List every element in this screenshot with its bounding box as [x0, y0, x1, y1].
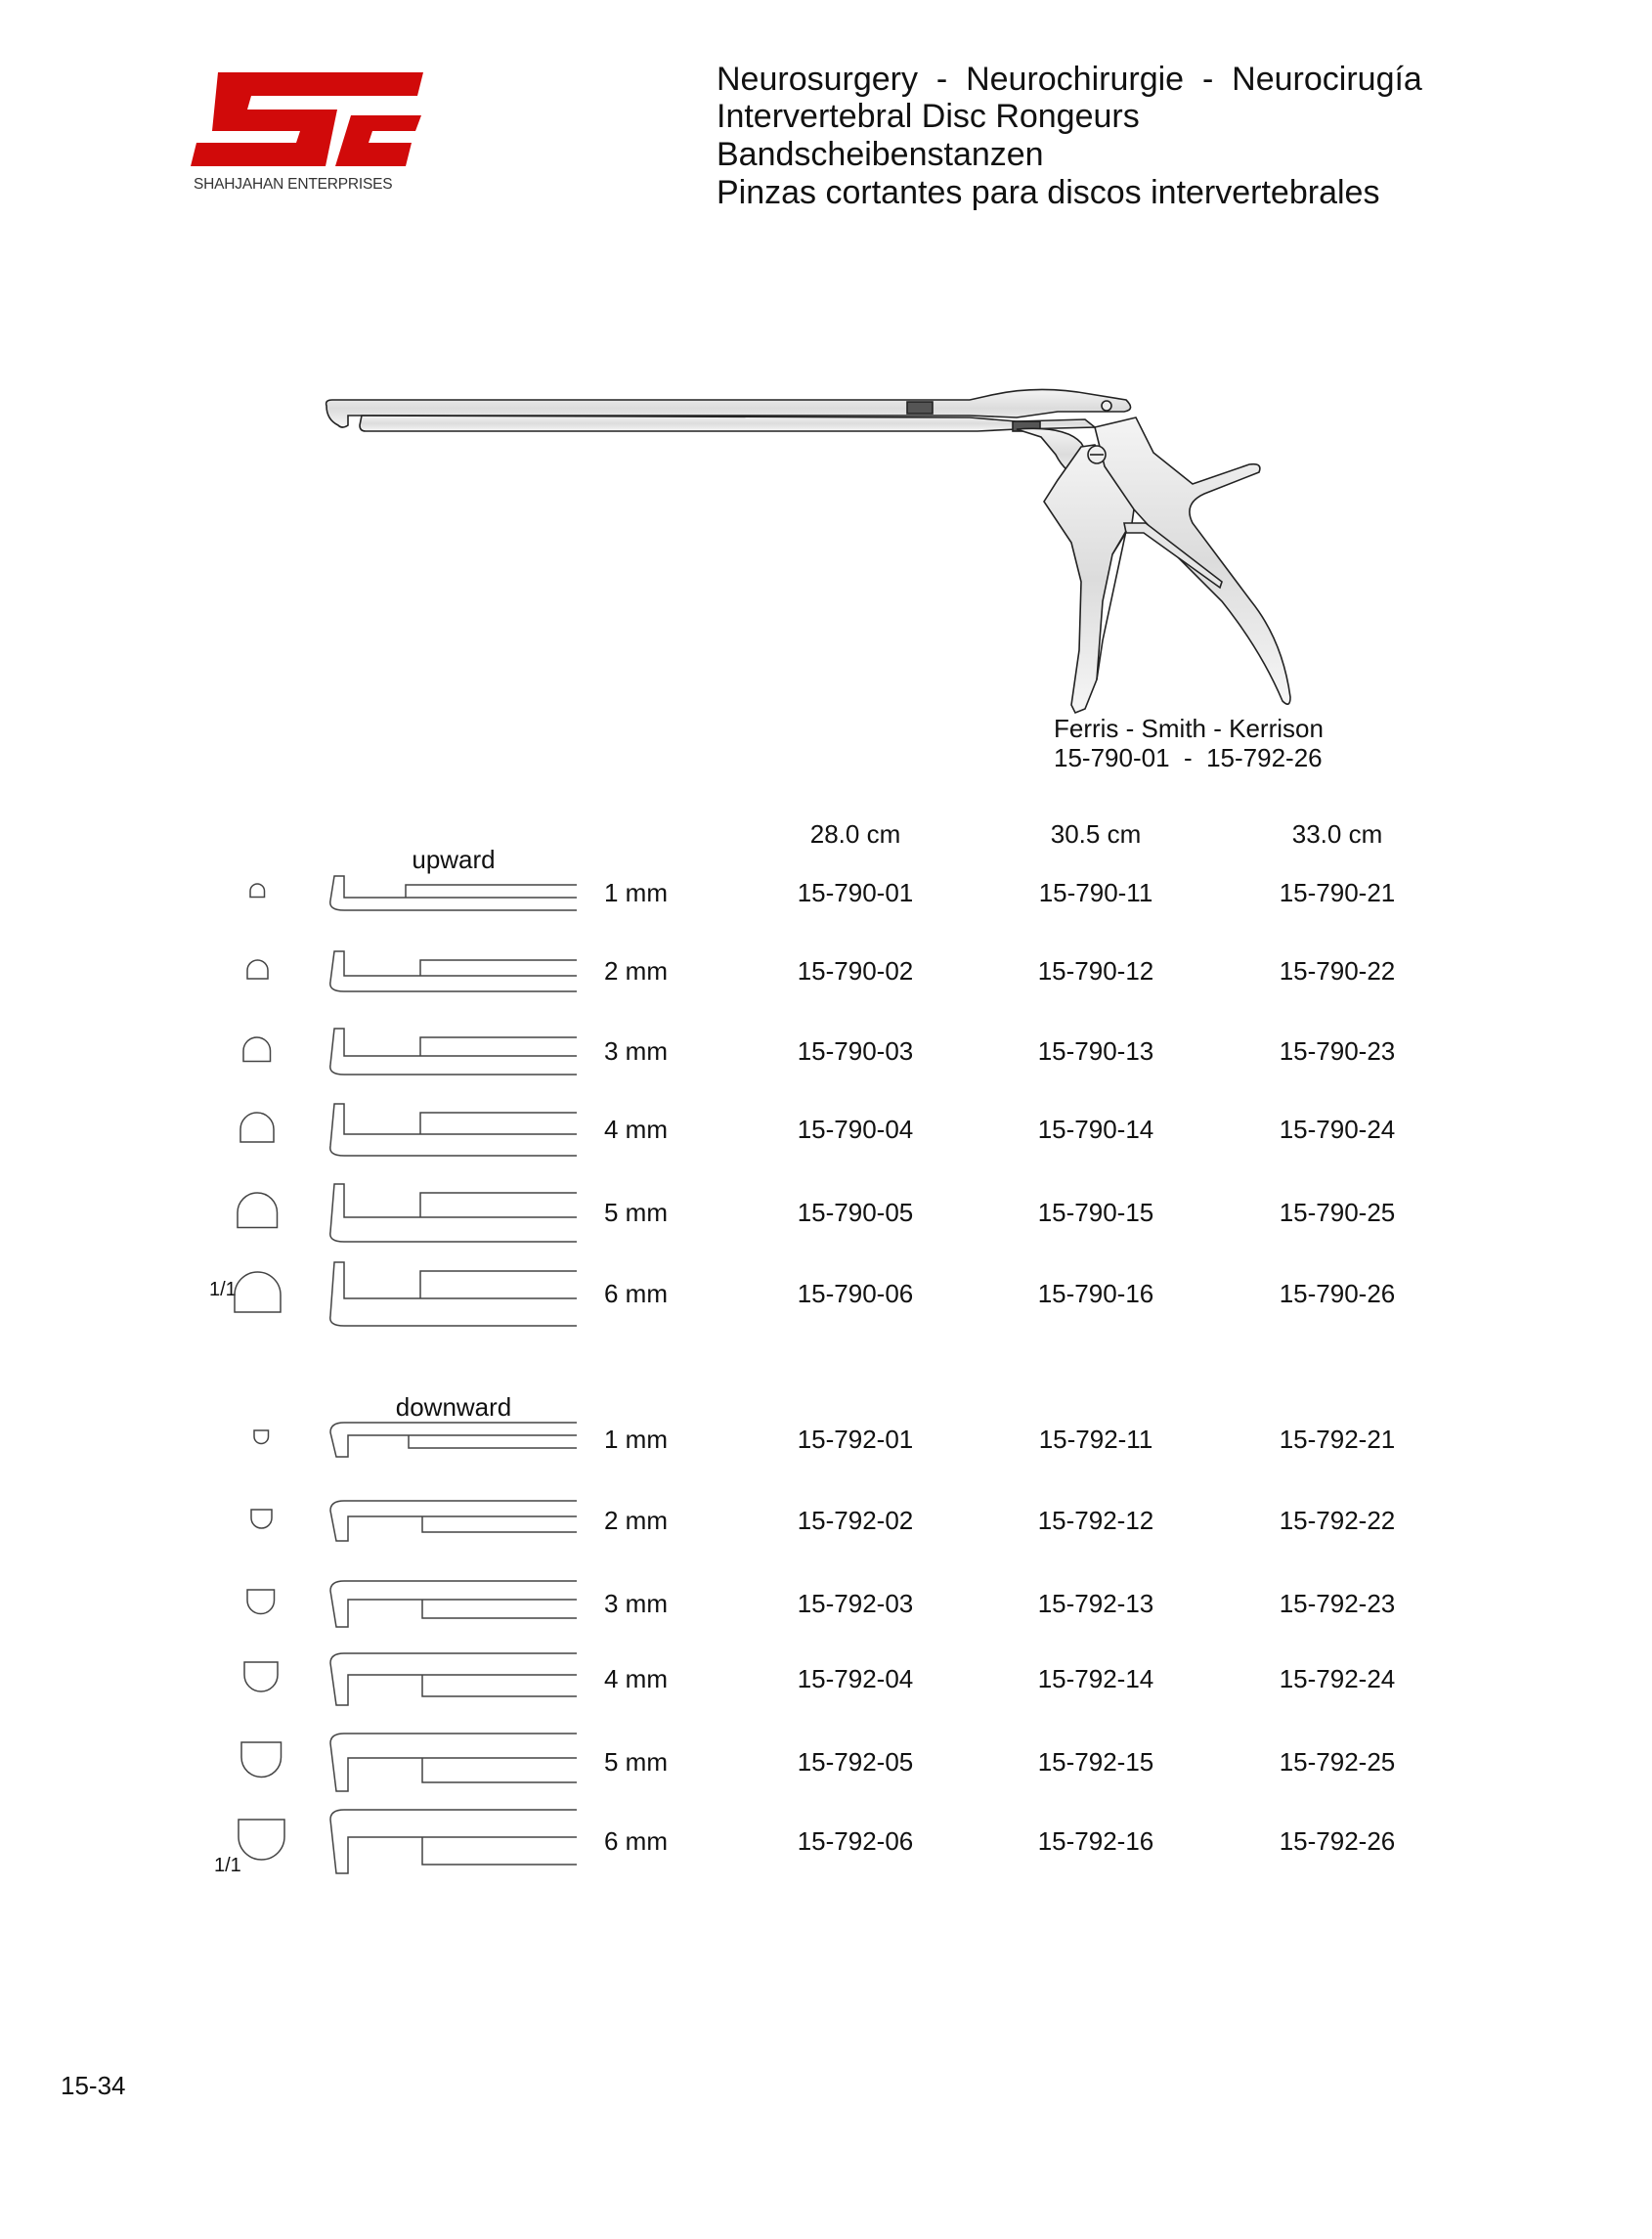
page-number: 15-34: [61, 2071, 126, 2100]
jaw-size-label: 5 mm: [604, 1198, 668, 1227]
article-number: 15-790-12: [1037, 956, 1154, 986]
article-number: 15-792-14: [1037, 1664, 1154, 1693]
cross-section-arch-up-icon: [239, 1111, 276, 1144]
tip-profile-downward-icon: [323, 1650, 582, 1709]
se-logo-mark-icon: [191, 70, 425, 173]
article-number: 15-792-22: [1279, 1506, 1396, 1535]
article-number: 15-790-21: [1279, 878, 1396, 907]
article-number: 15-790-03: [797, 1036, 914, 1066]
column-header-length: 30.5 cm: [1050, 819, 1142, 849]
cross-section-arch-down-icon: [239, 1740, 283, 1779]
header-line-english: Intervertebral Disc Rongeurs: [717, 98, 1140, 135]
article-number: 15-790-22: [1279, 956, 1396, 986]
scale-note: 1/1: [214, 1855, 241, 1876]
jaw-size-label: 2 mm: [604, 1506, 668, 1535]
tip-profile-downward-icon: [323, 1807, 582, 1877]
section-label-downward: downward: [395, 1392, 512, 1422]
article-number: 15-790-23: [1279, 1036, 1396, 1066]
cross-section-arch-up-icon: [241, 1035, 273, 1064]
article-number: 15-792-01: [797, 1425, 914, 1454]
article-number: 15-790-04: [797, 1115, 914, 1144]
tip-profile-upward-icon: [323, 948, 582, 995]
cross-section-arch-up-icon: [245, 958, 270, 981]
jaw-size-label: 6 mm: [604, 1826, 668, 1856]
tip-profile-downward-icon: [323, 1578, 582, 1631]
article-number: 15-792-15: [1037, 1747, 1154, 1777]
article-number: 15-792-25: [1279, 1747, 1396, 1777]
cross-section-arch-down-icon: [237, 1818, 286, 1862]
article-number: 15-792-26: [1279, 1826, 1396, 1856]
jaw-size-label: 3 mm: [604, 1589, 668, 1618]
tip-profile-upward-icon: [323, 873, 582, 914]
article-number: 15-792-24: [1279, 1664, 1396, 1693]
article-number: 15-790-14: [1037, 1115, 1154, 1144]
article-number: 15-792-04: [797, 1664, 914, 1693]
section-label-upward: upward: [412, 845, 496, 874]
jaw-size-label: 4 mm: [604, 1664, 668, 1693]
article-number: 15-792-12: [1037, 1506, 1154, 1535]
jaw-size-label: 5 mm: [604, 1747, 668, 1777]
article-number: 15-792-03: [797, 1589, 914, 1618]
article-number: 15-792-11: [1038, 1425, 1153, 1454]
tip-profile-upward-icon: [323, 1181, 582, 1246]
article-number: 15-790-15: [1037, 1198, 1154, 1227]
article-number: 15-790-05: [797, 1198, 914, 1227]
article-number: 15-792-05: [797, 1747, 914, 1777]
article-number: 15-790-25: [1279, 1198, 1396, 1227]
company-logo: [191, 70, 425, 198]
article-number: 15-790-26: [1279, 1279, 1396, 1308]
header-line-german: Bandscheibenstanzen: [717, 136, 1044, 173]
column-header-length: 33.0 cm: [1291, 819, 1383, 849]
article-number: 15-792-13: [1037, 1589, 1154, 1618]
jaw-size-label: 2 mm: [604, 956, 668, 986]
jaw-size-label: 3 mm: [604, 1036, 668, 1066]
tip-profile-upward-icon: [323, 1101, 582, 1160]
tip-profile-downward-icon: [323, 1731, 582, 1795]
article-number: 15-792-21: [1279, 1425, 1396, 1454]
header-line-specialty: Neurosurgery - Neurochirurgie - Neurocirugía: [717, 61, 1422, 98]
cross-section-arch-down-icon: [242, 1660, 280, 1693]
jaw-size-label: 1 mm: [604, 1425, 668, 1454]
article-number: 15-790-11: [1038, 878, 1153, 907]
column-header-length: 28.0 cm: [809, 819, 901, 849]
cross-section-arch-up-icon: [233, 1270, 283, 1314]
article-number: 15-790-24: [1279, 1115, 1396, 1144]
jaw-size-label: 4 mm: [604, 1115, 668, 1144]
tip-profile-downward-icon: [323, 1498, 582, 1545]
company-name: SHAHJAHAN ENTERPRISES: [194, 176, 393, 193]
cross-section-arch-up-icon: [248, 882, 267, 900]
jaw-size-label: 1 mm: [604, 878, 668, 907]
article-number: 15-792-23: [1279, 1589, 1396, 1618]
tip-profile-downward-icon: [323, 1420, 582, 1461]
article-number: 15-790-01: [797, 878, 914, 907]
cross-section-arch-down-icon: [245, 1588, 277, 1616]
article-number: 15-792-02: [797, 1506, 914, 1535]
header-line-spanish: Pinzas cortantes para discos intervertebrales: [717, 174, 1380, 211]
kerrison-rongeur-icon: [313, 386, 1349, 724]
product-name: Ferris - Smith - Kerrison: [1054, 714, 1324, 743]
article-number: 15-792-06: [797, 1826, 914, 1856]
tip-profile-upward-icon: [323, 1026, 582, 1078]
jaw-size-label: 6 mm: [604, 1279, 668, 1308]
cross-section-arch-down-icon: [249, 1508, 274, 1530]
article-number: 15-790-06: [797, 1279, 914, 1308]
article-number: 15-790-16: [1037, 1279, 1154, 1308]
tip-profile-upward-icon: [323, 1259, 582, 1330]
product-range: 15-790-01 - 15-792-26: [1054, 743, 1323, 772]
scale-note: 1/1: [209, 1279, 237, 1300]
article-number: 15-790-02: [797, 956, 914, 986]
cross-section-arch-up-icon: [236, 1191, 280, 1230]
article-number: 15-790-13: [1037, 1036, 1154, 1066]
cross-section-arch-down-icon: [252, 1428, 271, 1446]
article-number: 15-792-16: [1037, 1826, 1154, 1856]
